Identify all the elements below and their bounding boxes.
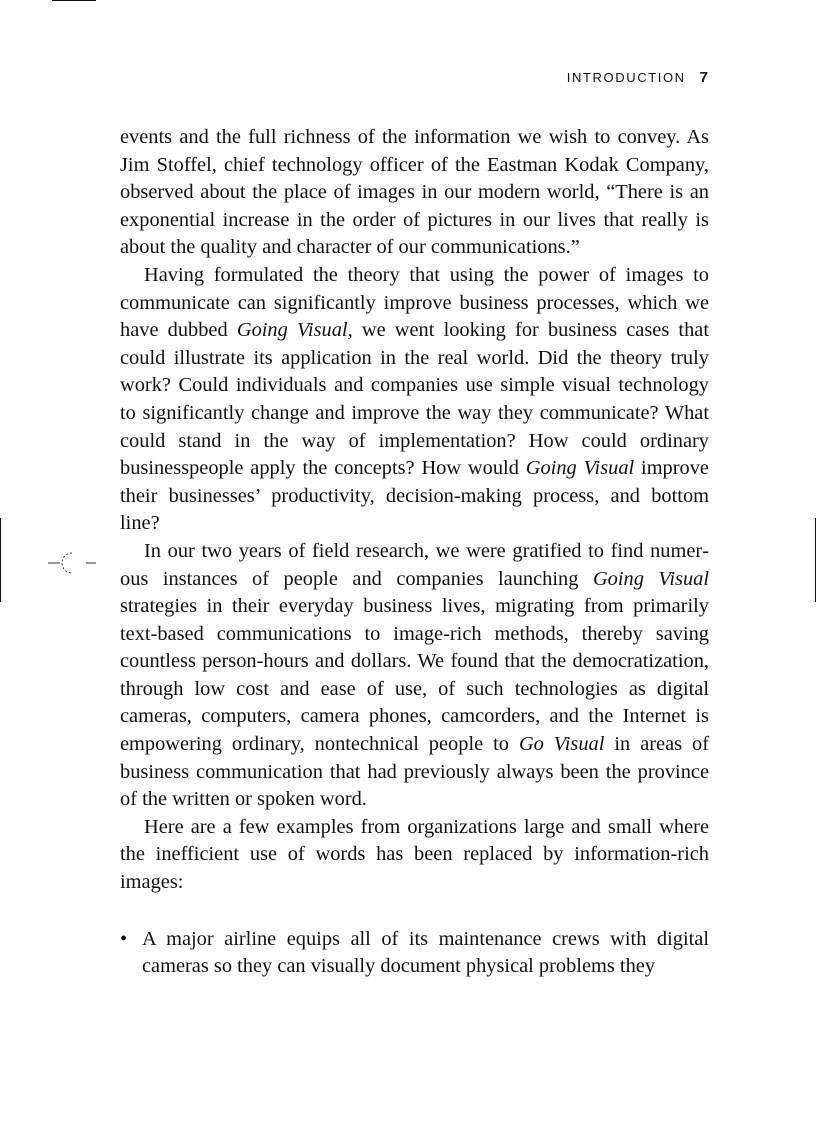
text-run: Here are a few examples from organizations large and small where the inefficient use of words has been replaced by information-rich images: (120, 815, 709, 894)
italic-text: Going Visual (592, 567, 710, 590)
paragraph (120, 124, 709, 262)
paragraph (120, 262, 709, 538)
paragraph (120, 538, 709, 814)
text-run: Having formulated the theory that using the power of images to communicate can significantly improve business processes, which we have dubbed (120, 263, 709, 342)
text-run: events and the full richness of the information we wish to convey. As Jim Stoffel, chief technology officer of the Eastman Kodak Company, observed about the place of images in our modern world, “There is an exponential increase in the order of pictures in our lives that really is about the quality and character of our communications.” (120, 126, 709, 259)
body-text (120, 124, 709, 981)
crop-mark-left (0, 518, 1, 602)
bullet-text: A major airline equips all of its maintenance crews with digital cameras so they can visually document physical problems they (142, 927, 709, 978)
bullet-list (120, 926, 709, 981)
italic-text: Go Visual (518, 733, 605, 756)
page-number: 7 (699, 69, 708, 86)
bullet-icon: • (120, 927, 128, 950)
italic-text: Going Visual (525, 457, 635, 480)
text-run: strategies in their everyday business lives, migrating from primarily text-based communications to image-rich methods, thereby saving countless person-hours and dollars. We found that the democratization, through low cost and ease of use, of such technologies as digital cameras, computers, camera phones, camcorders, and the Internet is empowering ordinary, nontechnical people to (120, 595, 709, 756)
italic-text: Going Visual, (236, 319, 353, 342)
text-run: In our two years of field research, we were gratified to find numerous instances of people and companies launching (120, 539, 709, 590)
running-head (567, 69, 708, 86)
registration-mark-icon (48, 550, 98, 576)
section-title: INTRODUCTION (566, 70, 686, 85)
text-run: improve their businesses’ productivity, decision-making process, and bottom line? (120, 457, 709, 535)
text-run: we went looking for business cases that could illustrate its application in the real world. Did the theory truly work? Could individuals and companies use simple visual technology to significantly change and improve the way they communicate? What could stand in the way of implementation? How could ordinary businesspeople apply the concepts? How would (120, 319, 709, 480)
crop-mark-top (52, 0, 96, 1)
paragraph (120, 814, 709, 897)
bullet-item (120, 926, 709, 981)
text-run: in areas of business communication that had previously always been the province of the written or spoken word. (120, 733, 710, 811)
